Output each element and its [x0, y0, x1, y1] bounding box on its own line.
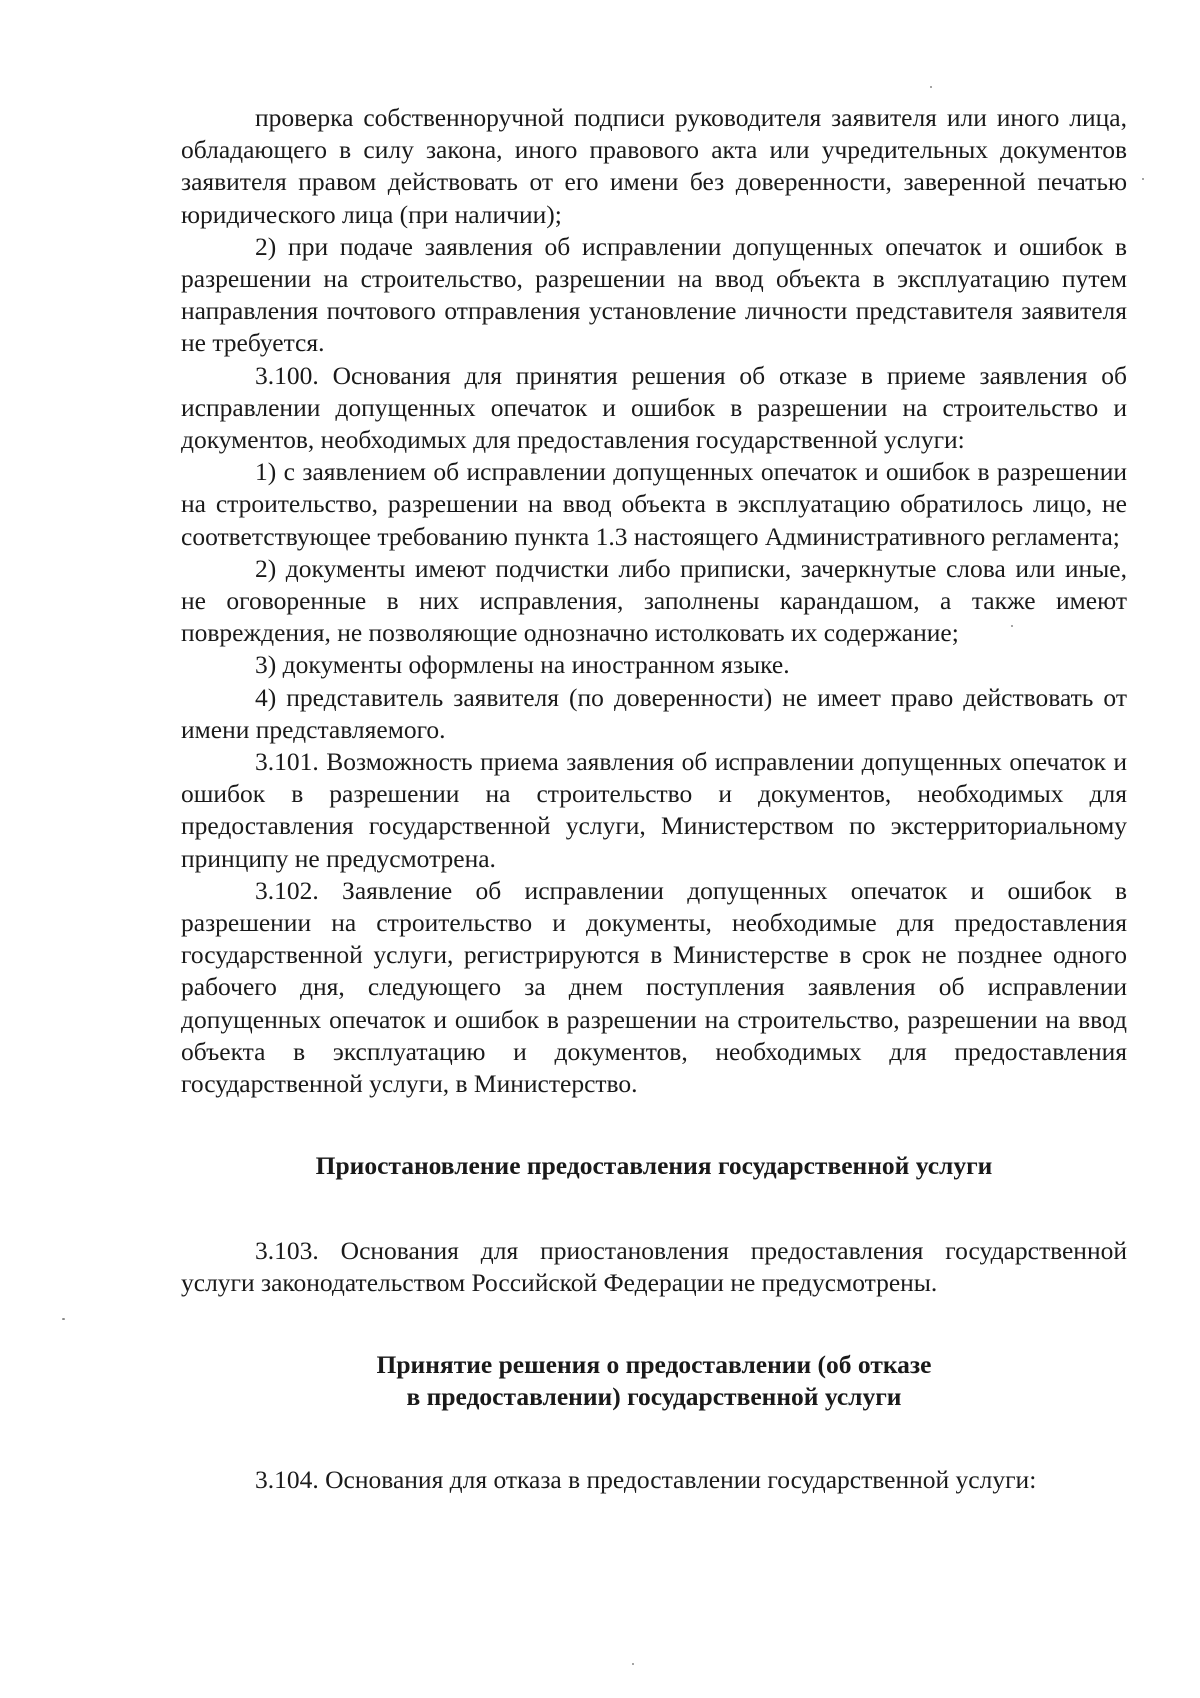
section-heading-suspension: Приостановление предоставления государственной услуги [315, 1151, 993, 1181]
paragraph-signature-check: проверка собственноручной подписи руководителя заявителя или иного лица, обладающего в силу закона, иного правового акта или учредительных документов заявителя правом действовать от его имени без доверенности, заверенной печатью юридического лица (при наличии); [181, 103, 1127, 229]
paragraph-3-102: 3.102. Заявление об исправлении допущенных опечаток и ошибок в разрешении на строительство и документы, необходимые для предоставления государственной услуги, регистрируются в Министерстве в срок не позднее одного рабочего дня, следующего за днем поступления заявления об исправлении допущенных опечаток и ошибок в разрешении на строительство, разрешении на ввод объекта в эксплуатацию и документов, необходимых для предоставления государственной услуги, в Министерство. [181, 875, 1127, 1099]
section-heading-decision-line-2: в предоставлении) государственной услуги [406, 1382, 902, 1412]
paragraph-3-100: 3.100. Основания для принятия решения об отказе в приеме заявления об исправлении допущенных опечаток и ошибок в разрешении на строительство и документов, необходимых для предоставления государственной услуги: [181, 360, 1127, 455]
scan-speck [62, 1318, 65, 1320]
paragraph-item-2-postal: 2) при подаче заявления об исправлении допущенных опечаток и ошибок в разрешении на строительство, разрешении на ввод объекта в эксплуатацию путем направления почтового отправления установление личности представителя заявителя не требуется. [181, 231, 1127, 358]
paragraph-3-100-item-4: 4) представитель заявителя (по доверенности) не имеет право действовать от имени представляемого. [181, 682, 1127, 744]
section-heading-decision [181, 1349, 1127, 1413]
scan-speck [930, 86, 932, 88]
paragraph-3-100-item-1: 1) с заявлением об исправлении допущенных опечаток и ошибок в разрешении на строительство, разрешении на ввод объекта в эксплуатацию обратилось лицо, не соответствующее требованию пункта 1.3 настоящего Административного регламента; [181, 457, 1127, 551]
scan-speck [632, 1663, 634, 1665]
paragraph-3-101: 3.101. Возможность приема заявления об исправлении допущенных опечаток и ошибок в разрешении на строительство и документов, необходимых для предоставления государственной услуги, Министерством по экстерриториальному принципу не предусмотрена. [181, 747, 1127, 873]
paragraph-3-104: 3.104. Основания для отказа в предоставлении государственной услуги: [255, 1465, 1037, 1495]
paragraph-3-100-item-3: 3) документы оформлены на иностранном языке. [255, 650, 790, 680]
section-heading-decision-line-1: Принятие решения о предоставлении (об отказе [376, 1349, 932, 1379]
paragraph-3-100-item-2: 2) документы имеют подчистки либо приписки, зачеркнутые слова или иные, не оговоренные в них исправления, заполнены карандашом, а также имеют повреждения, не позволяющие однозначно истолковать их содержание; [181, 553, 1127, 648]
paragraph-3-103: 3.103. Основания для приостановления предоставления государственной услуги законодательством Российской Федерации не предусмотрены. [181, 1235, 1127, 1297]
document-body [181, 102, 1127, 1497]
scan-speck [1142, 178, 1144, 180]
